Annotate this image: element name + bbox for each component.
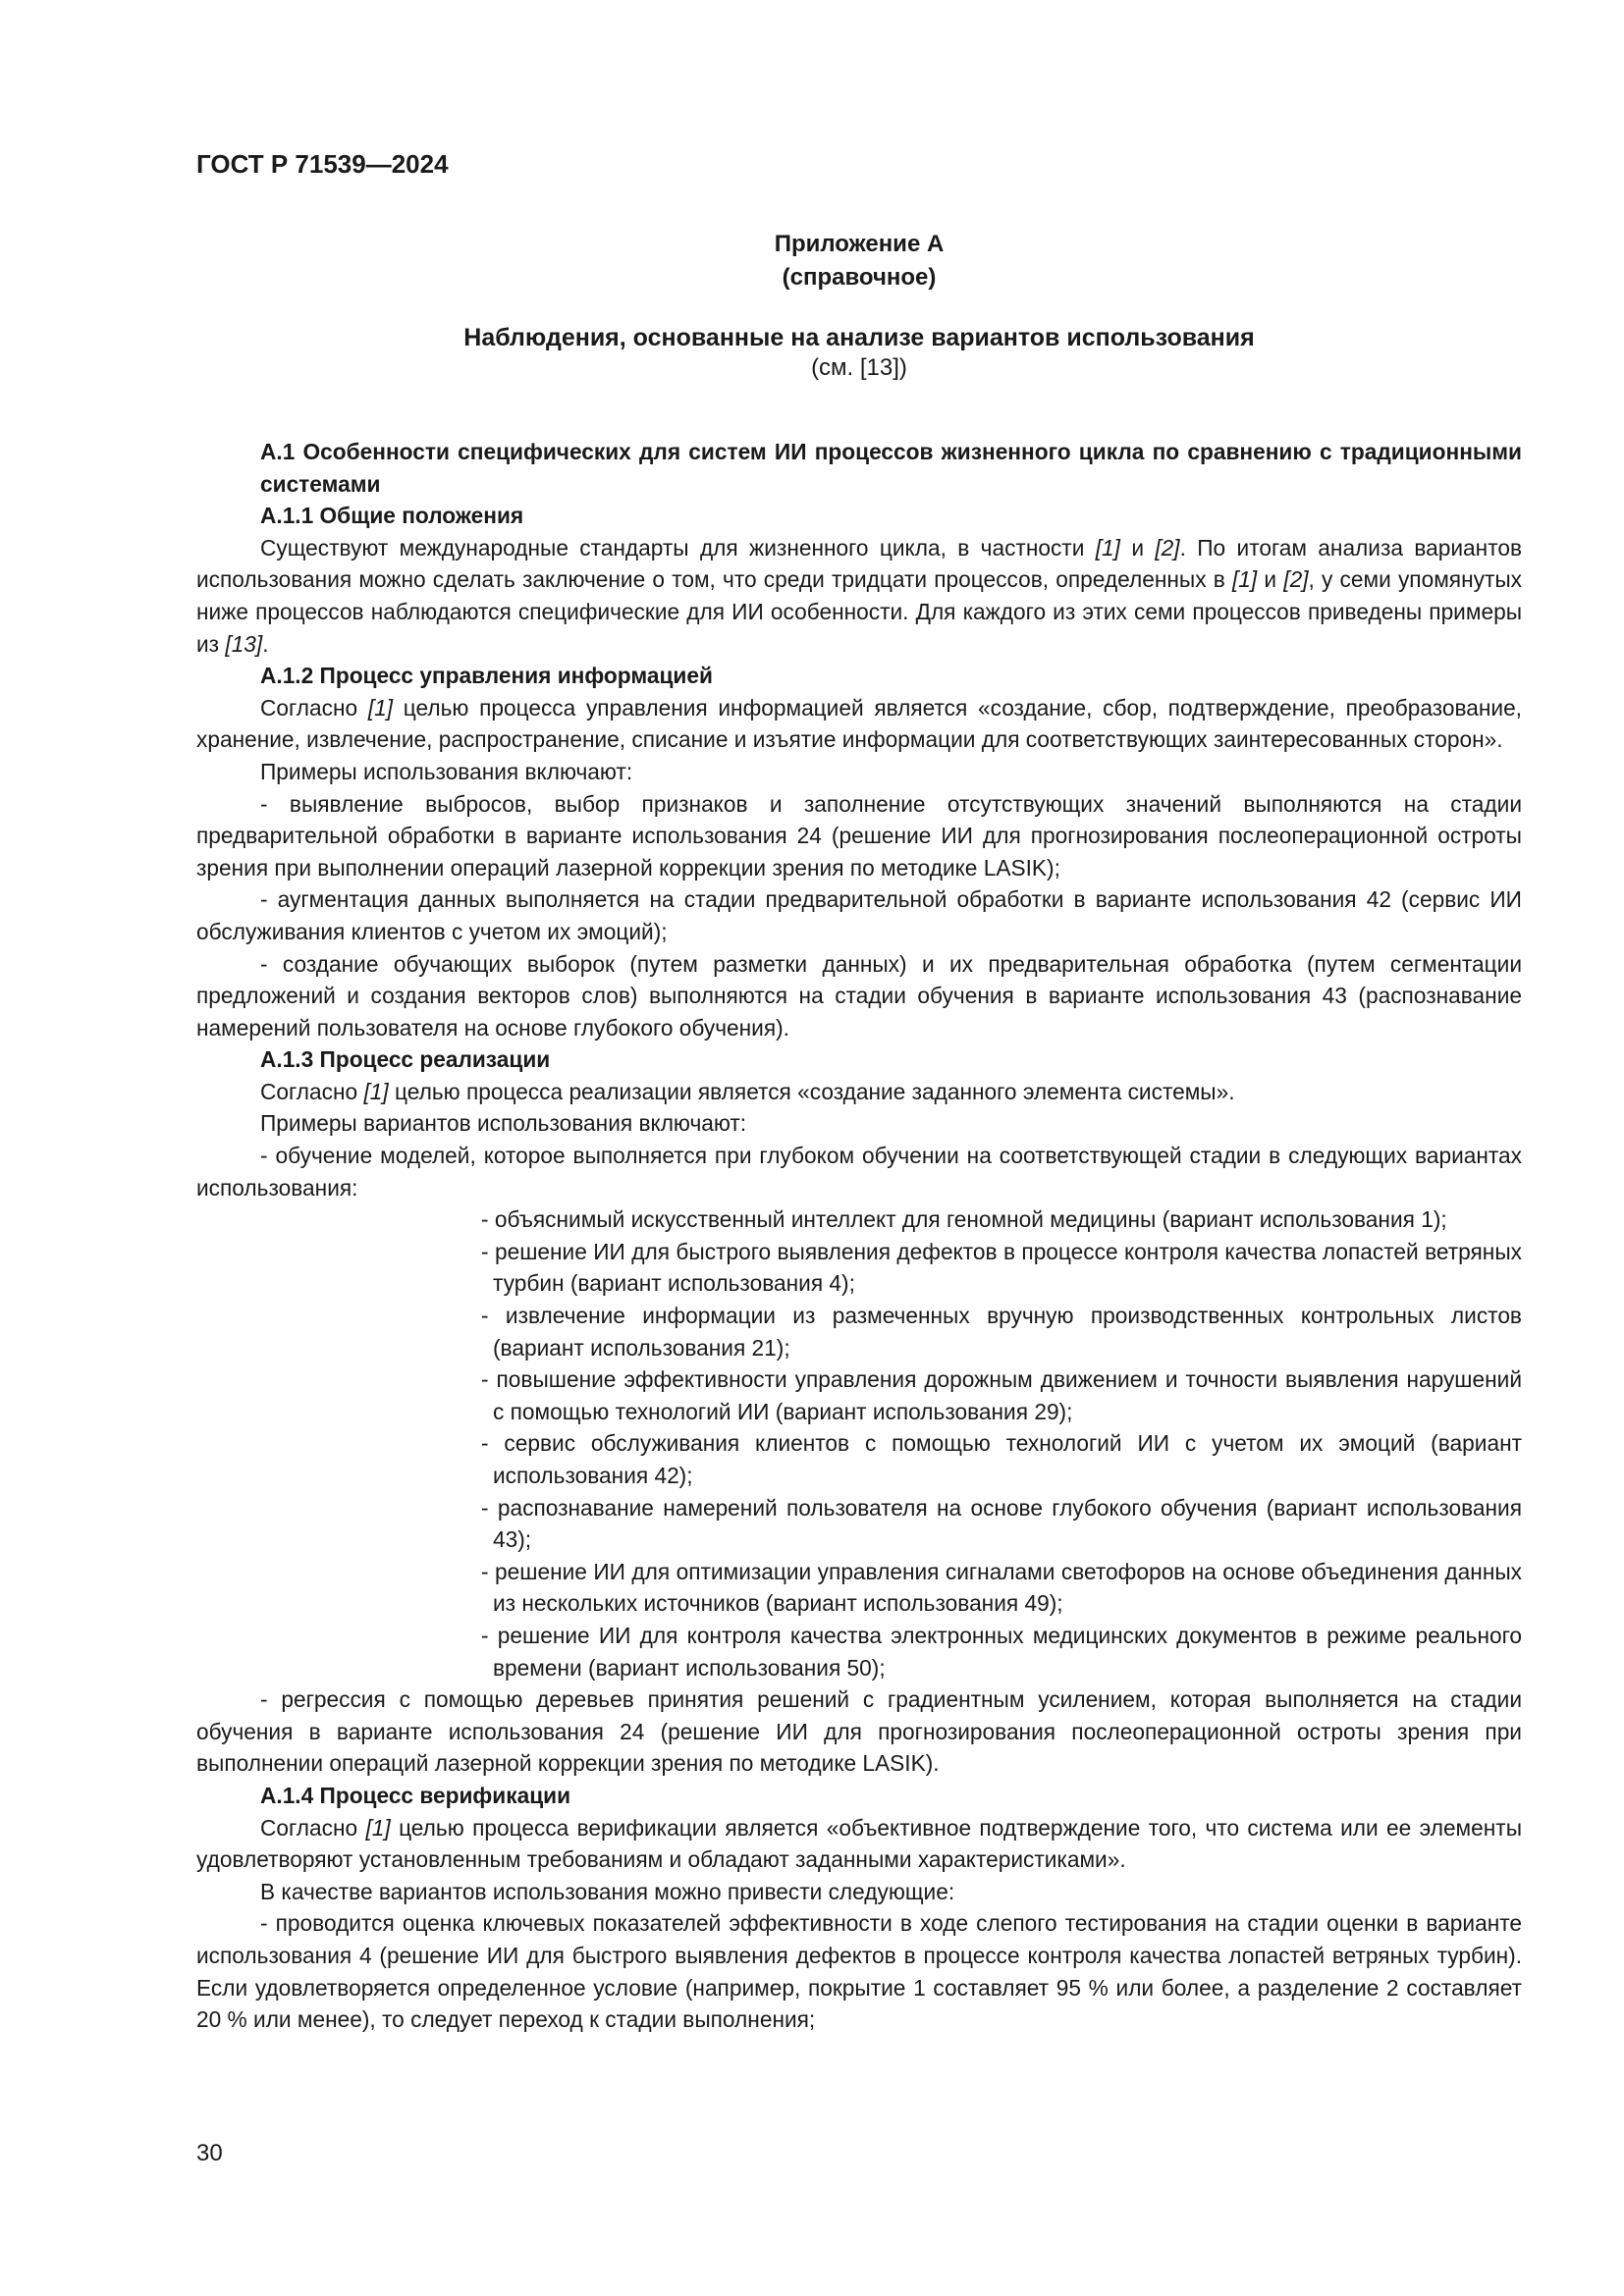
text-run: целью процесса верификации является «объективное подтверждение того, что система или ее элементы удовлетворяют установленным требованиям и обладают заданными характеристиками». bbox=[196, 1814, 1522, 1873]
sub-list-item: - распознавание намерений пользователя на основе глубокого обучения (вариант использования 43); bbox=[481, 1494, 1522, 1553]
page-title: Наблюдения, основанные на анализе вариантов использования bbox=[463, 324, 1255, 351]
citation: [13] bbox=[225, 630, 263, 657]
citation: [2] bbox=[1155, 534, 1180, 561]
reference-note: (см. [13]) bbox=[811, 354, 907, 381]
sub-list-item: - сервис обслуживания клиентов с помощью технологий ИИ с учетом их эмоций (вариант использования 42); bbox=[481, 1430, 1522, 1488]
document-header: ГОСТ Р 71539—2024 bbox=[196, 149, 449, 179]
citation: [2] bbox=[1283, 566, 1309, 593]
citation: [1] bbox=[365, 1814, 391, 1841]
paragraph bbox=[196, 532, 1522, 660]
appendix-title: Приложение А bbox=[774, 231, 945, 257]
text-run: Согласно bbox=[260, 694, 368, 721]
sub-list-item: - извлечение информации из размеченных вручную производственных контрольных листов (вариант использования 21); bbox=[481, 1303, 1522, 1361]
appendix-type: (справочное) bbox=[782, 264, 937, 291]
text-run: и bbox=[1257, 566, 1284, 593]
sub-list-item: - объяснимый искусственный интеллект для геномной медицины (вариант использования 1); bbox=[481, 1206, 1447, 1233]
list-item: - проводится оценка ключевых показателей эффективности в ходе слепого тестирования на стадии оценки в варианте использования 4 (решение ИИ для быстрого выявления дефектов в процессе контроля качества лопастей ветряных турбин). Если удовлетворяется определенное условие (например, покрытие 1 составляет 95 % или более, а разделение 2 составляет 20 % или менее), то следует переход к стадии выполнения; bbox=[196, 1910, 1522, 2033]
text-run: Согласно bbox=[260, 1814, 366, 1841]
section-heading-a13: А.1.3 Процесс реализации bbox=[260, 1046, 551, 1073]
document-body bbox=[196, 436, 1522, 2036]
citation: [1] bbox=[363, 1078, 389, 1104]
text-run: , у семи упомянутых ниже процессов наблюдаются специфические для ИИ особенности. Для каждого из этих семи процессов приведены примеры из bbox=[196, 566, 1522, 657]
citation: [1] bbox=[1232, 566, 1258, 593]
page-number: 30 bbox=[196, 2140, 223, 2166]
section-heading-a11: А.1.1 Общие положения bbox=[260, 503, 524, 529]
list-item: - регрессия с помощью деревьев принятия решений с градиентным усилением, которая выполняется на стадии обучения в варианте использования 24 (решение ИИ для прогнозирования послеоперационной остроты зрения при выполнении операций лазерной коррекции зрения по методике LASIK). bbox=[196, 1686, 1522, 1777]
text-run: целью процесса реализации является «создание заданного элемента системы». bbox=[388, 1078, 1235, 1104]
section-heading-a14: А.1.4 Процесс верификации bbox=[260, 1782, 571, 1808]
paragraph: Примеры вариантов использования включают: bbox=[260, 1110, 747, 1137]
list-item: - создание обучающих выборок (путем разметки данных) и их предварительная обработка (путем сегментации предложений и создания векторов слов) выполняются на стадии обучения в варианте использования 43 (распознавание намерений пользователя на основе глубокого обучения). bbox=[196, 950, 1522, 1041]
citation: [1] bbox=[367, 694, 394, 721]
sub-list-item: - решение ИИ для быстрого выявления дефектов в процессе контроля качества лопастей ветряных турбин (вариант использования 4); bbox=[481, 1238, 1522, 1297]
section-heading-a1: А.1 Особенности специфических для систем ИИ процессов жизненного цикла по сравнению с традиционными системами bbox=[260, 439, 1522, 497]
paragraph bbox=[196, 692, 1522, 756]
list-item: - выявление выбросов, выбор признаков и заполнение отсутствующих значений выполняются на стадии предварительной обработки в варианте использования 24 (решение ИИ для прогнозирования послеоперационной остроты зрения при выполнении операций лазерной коррекции зрения по методике LASIK); bbox=[196, 790, 1522, 881]
text-run: Согласно bbox=[260, 1078, 364, 1104]
list-item: - обучение моделей, которое выполняется при глубоком обучении на соответствующей стадии в следующих вариантах использования: bbox=[196, 1143, 1522, 1201]
text-run: целью процесса управления информацией является «создание, сбор, подтверждение, преобразование, хранение, извлечение, распространение, списание и изъятие информации для соответствующих заинтересованных сторон». bbox=[196, 694, 1522, 753]
text-run: Существуют международные стандарты для жизненного цикла, в частности bbox=[260, 534, 1096, 561]
section-heading-a12: А.1.2 Процесс управления информацией bbox=[260, 663, 713, 689]
paragraph: В качестве вариантов использования можно привести следующие: bbox=[260, 1878, 955, 1904]
text-run: и bbox=[1119, 534, 1156, 561]
citation: [1] bbox=[1095, 534, 1120, 561]
paragraph: Примеры использования включают: bbox=[260, 758, 633, 784]
text-run: . bbox=[262, 630, 269, 657]
text-run: . По итогам анализа вариантов использования можно сделать заключение о том, что среди тридцати процессов, определенных в bbox=[196, 534, 1523, 593]
sub-list-item: - повышение эффективности управления дорожным движением и точности выявления нарушений с помощью технологий ИИ (вариант использования 29); bbox=[481, 1366, 1522, 1424]
sub-list-item: - решение ИИ для контроля качества электронных медицинских документов в режиме реального времени (вариант использования 50); bbox=[481, 1622, 1522, 1681]
list-item: - аугментация данных выполняется на стадии предварительной обработки в варианте использования 42 (сервис ИИ обслуживания клиентов с учетом их эмоций); bbox=[196, 886, 1522, 944]
paragraph bbox=[196, 1076, 1522, 1108]
paragraph bbox=[196, 1812, 1522, 1876]
sub-list-item: - решение ИИ для оптимизации управления сигналами светофоров на основе объединения данных из нескольких источников (вариант использования 49); bbox=[481, 1558, 1522, 1617]
